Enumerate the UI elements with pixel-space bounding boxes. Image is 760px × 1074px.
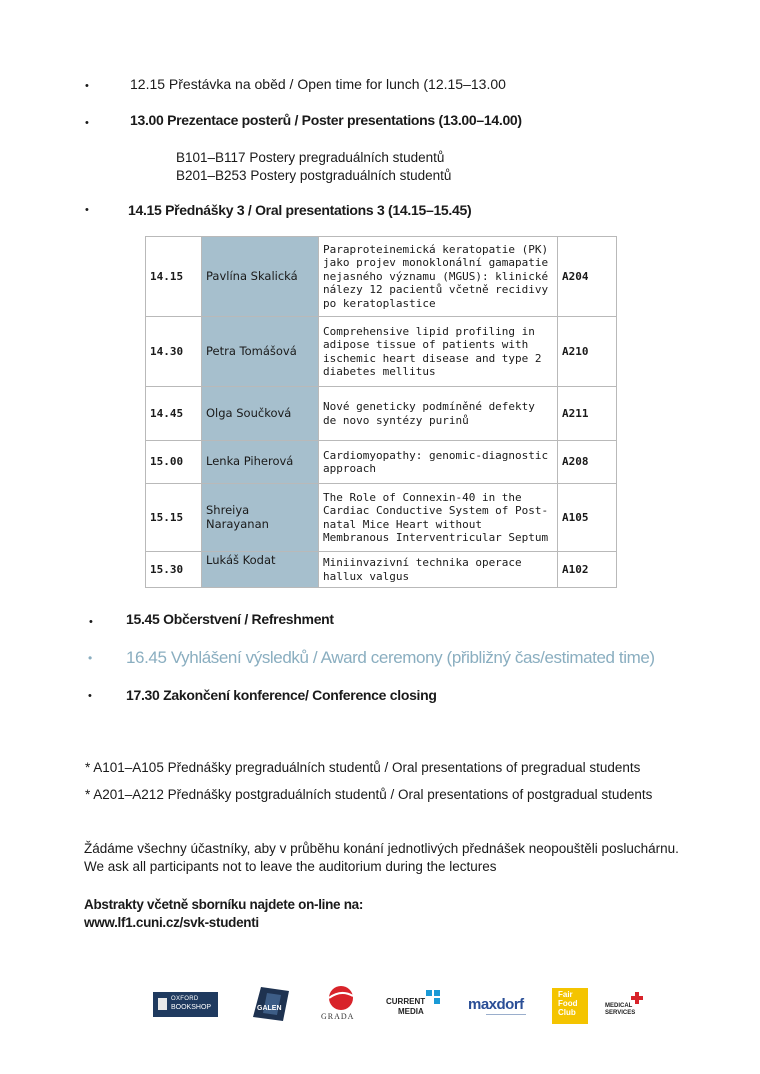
medical-services-logo (605, 992, 647, 1018)
current-squares-icon (426, 990, 442, 1004)
poster-presentations-item: 13.00 Prezentace posterů / Poster presentations (13.00–14.00) (130, 112, 522, 128)
talk-row (146, 237, 617, 317)
club-label: Club (558, 1008, 576, 1017)
current-media-logo (386, 990, 444, 1020)
talk-title: The Role of Connexin-40 in the Cardiac Conductive System of Post-natal Mice Heart without Membranous Interventricular Septum (319, 484, 558, 552)
media-label: MEDIA (398, 1007, 424, 1016)
talk-time: 14.30 (146, 317, 202, 387)
award-ceremony-item: 16.45 Vyhlášení výsledků / Award ceremony (přibližný čas/estimated time) (126, 648, 655, 667)
fair-food-club-logo (552, 988, 588, 1024)
talk-row (146, 387, 617, 441)
galen-label: GALEN (257, 1005, 282, 1012)
talk-title: Miniinvazivní technika operace hallux valgus (319, 552, 558, 588)
fair-label: Fair (558, 990, 573, 999)
talk-speaker: Lukáš Kodat (202, 552, 319, 588)
talk-time: 15.15 (146, 484, 202, 552)
medical-label: MEDICAL (605, 1003, 633, 1009)
services-label: SERVICES (605, 1010, 636, 1016)
refreshment-item: 15.45 Občerstvení / Refreshment (126, 611, 334, 627)
talk-room: A204 (558, 237, 617, 317)
oxford-label: OXFORD (171, 996, 199, 1002)
current-label: CURRENT (386, 997, 426, 1006)
postgradual-note: * A201–A212 Přednášky postgraduálních studentů / Oral presentations of postgradual students (85, 787, 653, 802)
request-english: We ask all participants not to leave the auditorium during the lectures (84, 859, 497, 874)
bullet: • (89, 616, 93, 628)
lunch-break-item: 12.15 Přestávka na oběd / Open time for lunch (12.15–13.00 (130, 76, 506, 92)
oxford-bookshop-logo (153, 992, 218, 1017)
bullet: • (85, 80, 89, 92)
oral-presentations-3-item: 14.15 Přednášky 3 / Oral presentations 3 (14.15–15.45) (128, 202, 472, 218)
galen-mark-icon (251, 985, 291, 1023)
abstracts-link[interactable]: www.lf1.cuni.cz/svk-studenti (84, 915, 259, 930)
medical-cross-icon (631, 992, 643, 1004)
oral-presentations-table (145, 236, 617, 588)
talk-speaker: Shreiya Narayanan (202, 484, 319, 552)
food-label: Food (558, 999, 578, 1008)
talk-speaker: Pavlína Skalická (202, 237, 319, 317)
poster-postgradual-line: B201–B253 Postery postgraduálních studentů (176, 168, 452, 183)
talk-time: 15.00 (146, 441, 202, 484)
talk-title: Paraproteinemická keratopatie (PK) jako projev monoklonální gamapatie nejasného významu (MGUS): klinické nálezy 12 pacientů včetně recidivy po keratoplastice (319, 237, 558, 317)
talks-table-body (146, 237, 617, 588)
talk-speaker: Olga Součková (202, 387, 319, 441)
bullet: • (88, 651, 93, 665)
grada-logo (319, 985, 363, 1021)
talk-row (146, 317, 617, 387)
talk-title: Comprehensive lipid profiling in adipose tissue of patients with ischemic heart disease and type 2 diabetes mellitus (319, 317, 558, 387)
poster-pregradual-line: B101–B117 Postery pregraduálních studentů (176, 150, 445, 165)
bullet: • (85, 117, 89, 129)
request-czech: Žádáme všechny účastníky, aby v průběhu konání jednotlivých přednášek neopouštěli posluchárnu. (84, 841, 679, 856)
maxdorf-label: maxdorf (468, 996, 524, 1013)
talk-speaker: Petra Tomášová (202, 317, 319, 387)
talk-time: 15.30 (146, 552, 202, 588)
talk-room: A105 (558, 484, 617, 552)
talk-title: Nové geneticky podmíněné defekty de novo syntézy purinů (319, 387, 558, 441)
talk-time: 14.15 (146, 237, 202, 317)
talk-speaker: Lenka Piherová (202, 441, 319, 484)
talk-room: A210 (558, 317, 617, 387)
maxdorf-logo (468, 996, 532, 1018)
talk-room: A211 (558, 387, 617, 441)
bookshop-label: BOOKSHOP (171, 1004, 212, 1011)
bullet: • (88, 690, 92, 702)
pregradual-note: * A101–A105 Přednášky pregraduálních studentů / Oral presentations of pregradual students (85, 760, 641, 775)
bullet: • (85, 204, 89, 216)
talk-row (146, 552, 617, 588)
conference-closing-item: 17.30 Zakončení konference/ Conference closing (126, 687, 437, 703)
maxdorf-underline (486, 1014, 526, 1015)
talk-row (146, 484, 617, 552)
abstracts-label: Abstrakty včetně sborníku najdete on-line na: (84, 897, 364, 912)
talk-title: Cardiomyopathy: genomic-diagnostic approach (319, 441, 558, 484)
talk-time: 14.45 (146, 387, 202, 441)
grada-ball-icon (319, 985, 363, 1013)
galen-logo (251, 985, 291, 1023)
talk-room: A208 (558, 441, 617, 484)
book-icon (158, 998, 167, 1010)
grada-label: GRADA (321, 1012, 355, 1021)
talk-row (146, 441, 617, 484)
talk-room: A102 (558, 552, 617, 588)
